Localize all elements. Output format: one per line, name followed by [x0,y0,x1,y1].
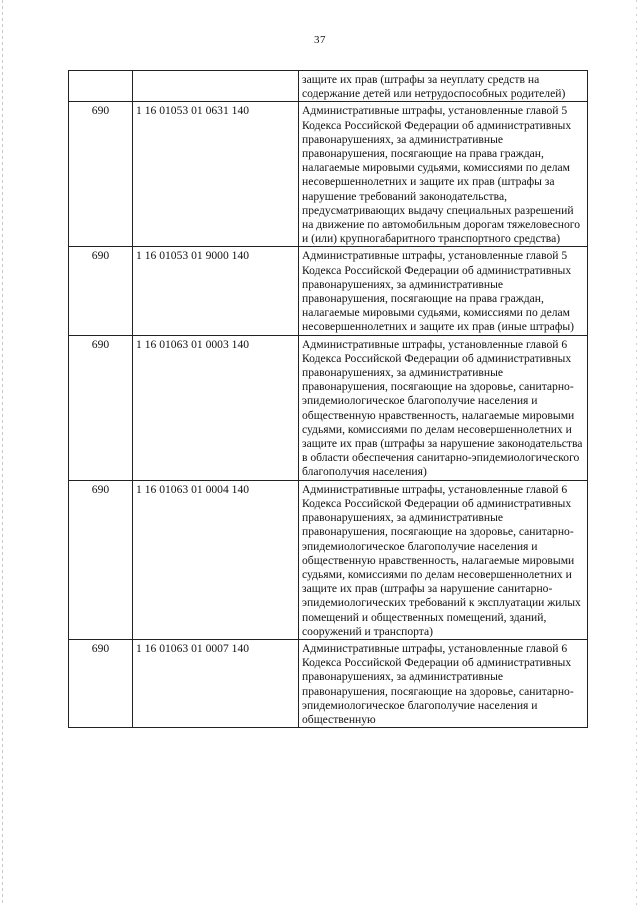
description-cell: Административные штрафы, установленные главой 6 Кодекса Российской Федерации об административных правонарушениях, за административные правонарушения, посягающие на здоровье, санитарно-эпидемиологическое благополучие населения и общественную нравственность, налагаемые мировыми судьями, комиссиями по делам несовершеннолетних и защите их прав (штрафы за нарушение законодательства в области обеспечения санитарно-эпидемиологического благополучия населения) [299,335,588,480]
budget-code-cell: 1 16 01063 01 0003 140 [133,335,299,480]
admin-code-cell: 690 [69,247,133,335]
table-row [69,480,588,639]
admin-code-cell: 690 [69,480,133,639]
budget-code-cell: 1 16 01063 01 0007 140 [133,639,299,727]
budget-code-cell [133,71,299,102]
scan-edge-right [636,0,637,905]
table-row [69,247,588,335]
description-cell: Административные штрафы, установленные главой 5 Кодекса Российской Федерации об административных правонарушениях, за административные правонарушения, посягающие на права граждан, налагаемые мировыми судьями, комиссиями по делам несовершеннолетних и защите их прав (штрафы за нарушение требований законодательства, предусматривающих выдачу специальных разрешений на движение по автомобильным дорогам тяжеловесного и (или) крупногабаритного транспортного средства) [299,102,588,247]
admin-code-cell: 690 [69,639,133,727]
admin-code-cell: 690 [69,102,133,247]
admin-code-cell: 690 [69,335,133,480]
description-cell: защите их прав (штрафы за неуплату средств на содержание детей или нетрудоспособных родителей) [299,71,588,102]
description-cell: Административные штрафы, установленные главой 5 Кодекса Российской Федерации об административных правонарушениях, за административные правонарушения, посягающие на права граждан, налагаемые мировыми судьями, комиссиями по делам несовершеннолетних и защите их прав (иные штрафы) [299,247,588,335]
page-number: 37 [314,34,326,46]
fines-table [68,70,588,728]
description-cell: Административные штрафы, установленные главой 6 Кодекса Российской Федерации об административных правонарушениях, за административные правонарушения, посягающие на здоровье, санитарно-эпидемиологическое благополучие населения и общественную [299,639,588,727]
budget-code-cell: 1 16 01053 01 9000 140 [133,247,299,335]
admin-code-cell [69,71,133,102]
description-cell: Административные штрафы, установленные главой 6 Кодекса Российской Федерации об административных правонарушениях, за административные правонарушения, посягающие на здоровье, санитарно-эпидемиологическое благополучие населения и общественную нравственность, налагаемые мировыми судьями, комиссиями по делам несовершеннолетних и защите их прав (штрафы за нарушение санитарно-эпидемиологических требований к эксплуатации жилых помещений и общественных помещений, зданий, сооружений и транспорта) [299,480,588,639]
table-row [69,71,588,102]
scan-edge-left [2,0,3,905]
table-row [69,102,588,247]
table-row [69,639,588,727]
budget-code-cell: 1 16 01063 01 0004 140 [133,480,299,639]
budget-code-cell: 1 16 01053 01 0631 140 [133,102,299,247]
table-row [69,335,588,480]
